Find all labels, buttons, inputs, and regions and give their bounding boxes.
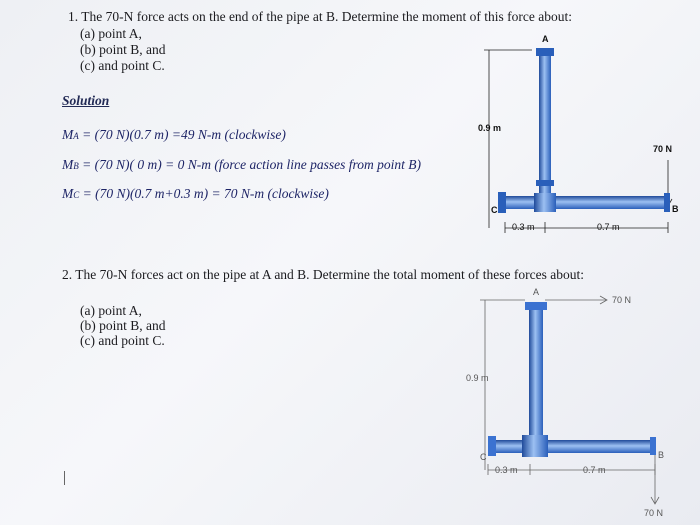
fig1-point-c: C [491,205,498,215]
problem2-option-b: (b) point B, and [80,318,166,333]
fig2-height-label: 0.9 m [466,373,489,383]
problem1-option-a: (a) point A, [80,26,142,41]
problem1-option-c: (c) and point C. [80,58,165,73]
equation-moment-a: MA = (70 N)(0.7 m) =49 N-m (clockwise) [62,127,286,142]
fig2-dim-left: 0.3 m [495,465,518,475]
equation-moment-c: MC = (70 N)(0.7 m+0.3 m) = 70 N-m (clockwise) [62,186,329,201]
problem1-option-b: (b) point B, and [80,42,166,57]
problem1-title: 1. The 70-N force acts on the end of the pipe at B. Determine the moment of this force about: [68,9,572,24]
fig2-point-c: C [480,452,487,462]
fig1-dim-right: 0.7 m [597,222,620,232]
figure1-pipe [498,48,673,213]
figure2-pipe [488,302,656,457]
fig1-point-b: B [672,204,679,214]
fig2-point-b: B [658,450,665,460]
fig2-force-bottom-label: 70 N [644,508,664,518]
fig2-dim-right: 0.7 m [583,465,606,475]
solution-heading: Solution [62,93,110,108]
fig2-force-top-label: 70 N [612,295,632,305]
text-cursor [64,471,65,485]
problem2-option-c: (c) and point C. [80,333,165,348]
equation-moment-b: MB = (70 N)( 0 m) = 0 N-m (force action line passes from point B) [62,157,422,172]
fig1-height-label: 0.9 m [478,123,502,133]
problem2-option-a: (a) point A, [80,303,142,318]
problem2-title: 2. The 70-N forces act on the pipe at A and B. Determine the total moment of these forces about: [62,267,584,282]
fig2-point-a: A [533,287,540,297]
fig1-force-label: 70 N [653,144,673,154]
fig1-dim-left: 0.3 m [512,222,535,232]
fig1-point-a: A [542,34,549,44]
